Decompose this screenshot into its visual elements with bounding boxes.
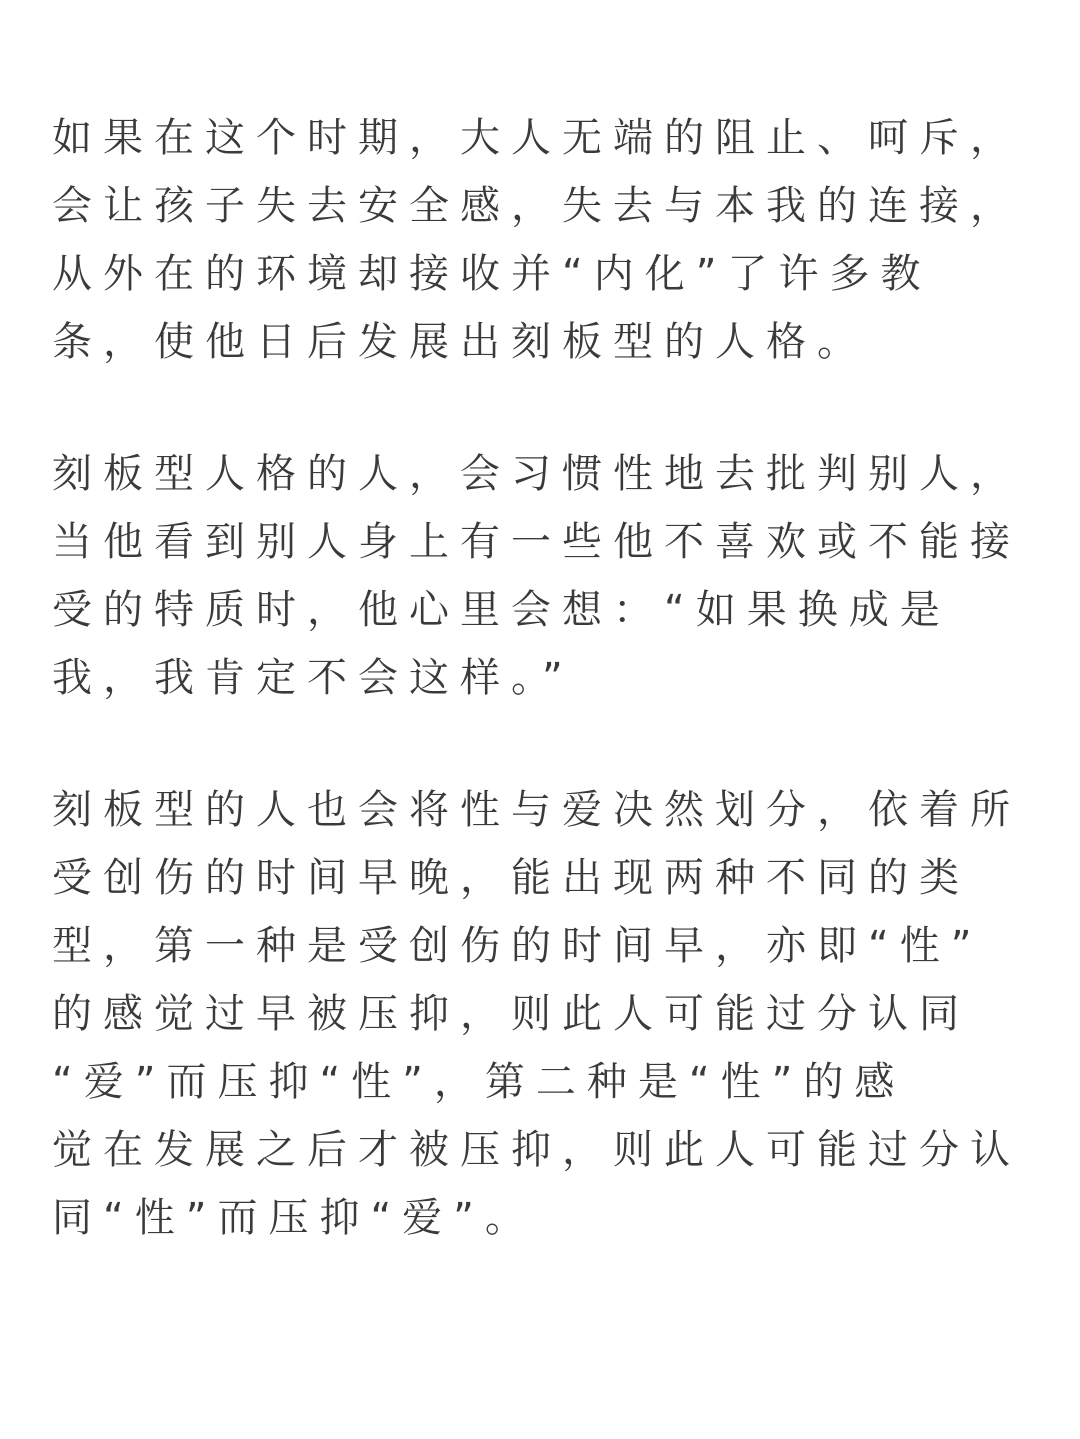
text-line: “爱”而压抑“性”，第二种是“性”的感 bbox=[52, 1059, 906, 1105]
text-line: 刻板型的人也会将性与爱决然划分，依着所 bbox=[52, 787, 1021, 833]
text-line: 当他看到别人身上有一些他不喜欢或不能接 bbox=[52, 519, 1021, 565]
paragraph-3 bbox=[52, 776, 1032, 1252]
text-line: 的感觉过早被压抑，则此人可能过分认同 bbox=[52, 991, 970, 1037]
text-line: 受的特质时，他心里会想：“如果换成是 bbox=[52, 587, 951, 633]
text-line: 型，第一种是受创伤的时间早，亦即“性” bbox=[52, 923, 983, 969]
text-line: 受创伤的时间早晚，能出现两种不同的类 bbox=[52, 855, 970, 901]
text-line: 刻板型人格的人，会习惯性地去批判别人， bbox=[52, 451, 1021, 497]
text-line: 条，使他日后发展出刻板型的人格。 bbox=[52, 319, 868, 365]
text-line: 我，我肯定不会这样。” bbox=[52, 655, 574, 701]
text-line: 同“性”而压抑“爱”。 bbox=[52, 1195, 536, 1241]
text-line: 如果在这个时期，大人无端的阻止、呵斥， bbox=[52, 115, 1021, 161]
text-line: 觉在发展之后才被压抑，则此人可能过分认 bbox=[52, 1127, 1021, 1173]
paragraph-2 bbox=[52, 440, 1032, 712]
paragraph-1 bbox=[52, 104, 1032, 376]
text-line: 会让孩子失去安全感，失去与本我的连接， bbox=[52, 183, 1021, 229]
text-line: 从外在的环境却接收并“内化”了许多教 bbox=[52, 251, 932, 297]
